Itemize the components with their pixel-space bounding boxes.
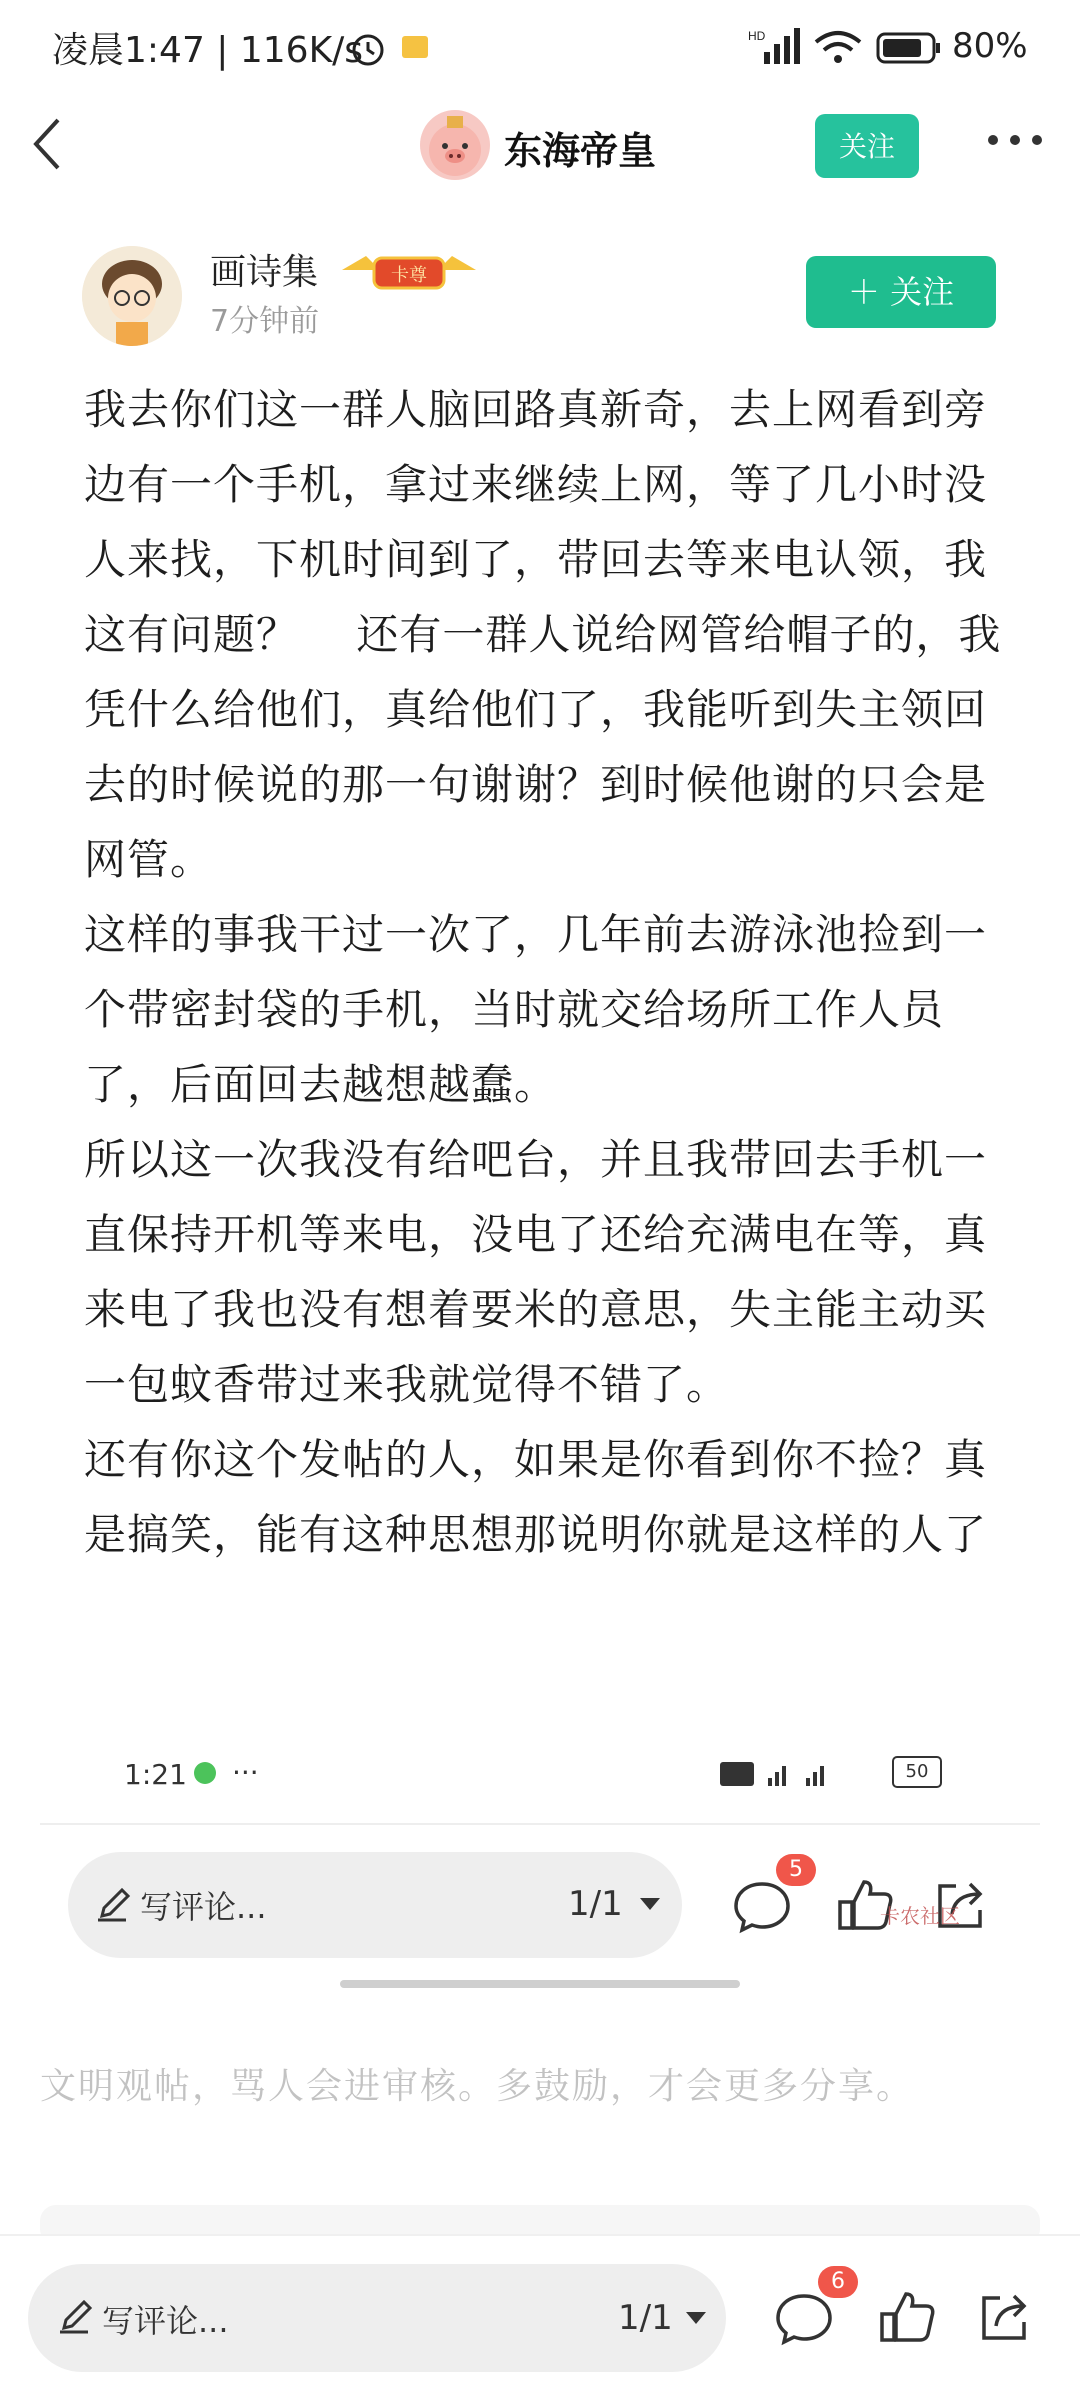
comment-guideline-hint: 文明观帖，骂人会进审核。多鼓励，才会更多分享。 (40, 2066, 915, 2107)
share-icon[interactable] (974, 2288, 1034, 2348)
author-name[interactable]: 画诗集 (210, 252, 319, 293)
comment-icon[interactable] (774, 2288, 834, 2348)
wifi-icon (812, 26, 864, 68)
embedded-screenshot-status (124, 1754, 964, 1794)
author-avatar[interactable] (82, 246, 182, 346)
inner-comment-input[interactable] (68, 1852, 682, 1958)
svg-text:HD: HD (748, 29, 766, 43)
post-paragraph: 我去你们这一群人脑回路真新奇，去上网看到旁边有一个手机，拿过来继续上网，等了几小时没人来找，下机时间到了，带回去等来电认领，我这有问题？ 还有一群人说给网管给帽子的，我凭什么给他们，真给他们了，我能听到失主领回去的时候说的那一句谢谢？到时候他谢的只会是网管。 (84, 385, 1002, 884)
battery-icon (876, 32, 942, 64)
page-indicator[interactable]: 1/1 (618, 2298, 673, 2338)
embedded-signal-icon (720, 1758, 830, 1790)
post-body (84, 372, 1004, 1572)
divider (40, 1823, 1040, 1825)
embedded-time: 1:21 (124, 1758, 187, 1791)
pencil-icon (96, 1886, 132, 1922)
inner-comment-placeholder: 写评论... (140, 1888, 267, 1926)
notification-icon (402, 36, 428, 58)
dropdown-triangle-icon[interactable] (638, 1896, 662, 1912)
pencil-icon (58, 2298, 94, 2334)
comment-count-badge: 6 (818, 2266, 858, 2298)
signal-icon (748, 26, 808, 68)
bottom-action-bar (0, 2234, 1080, 2402)
header-follow-button[interactable]: 关注 (815, 114, 919, 178)
alarm-icon (348, 28, 388, 68)
post-time: 7分钟前 (210, 304, 320, 339)
embedded-dots: ··· (232, 1756, 259, 1789)
battery-percent: 80% (952, 26, 1028, 66)
status-bar (0, 0, 1080, 96)
post-paragraph: 还有你这个发帖的人，如果是你看到你不捡？真是搞笑，能有这种思想那说明你就是这样的人了 (84, 1435, 988, 1559)
inner-comment-icon[interactable] (732, 1876, 792, 1936)
status-time: 凌晨1:47 | 116K/s (52, 30, 364, 71)
more-horizontal-icon[interactable] (985, 130, 1045, 150)
comment-placeholder: 写评论... (102, 2302, 229, 2340)
inner-comment-count-badge: 5 (776, 1854, 816, 1886)
dropdown-triangle-icon[interactable] (684, 2310, 708, 2326)
watermark-logo: 卡农社区 (880, 1904, 960, 1928)
like-icon[interactable] (878, 2288, 938, 2348)
comment-input[interactable] (28, 2264, 726, 2372)
embedded-battery: 50 (892, 1756, 942, 1788)
scroll-indicator (340, 1980, 740, 1988)
crown-badge-icon (340, 248, 478, 292)
wechat-icon (194, 1762, 216, 1784)
author-follow-button[interactable]: ＋ 关注 (806, 256, 996, 328)
top-nav (0, 96, 1080, 196)
header-avatar[interactable] (420, 110, 490, 180)
post-paragraph: 这样的事我干过一次了，几年前去游泳池捡到一个带密封袋的手机，当时就交给场所工作人员了，后面回去越想越蠢。 (84, 910, 988, 1109)
badge-label: 卡尊 (391, 265, 427, 286)
page-title: 东海帝皇 (504, 129, 657, 173)
inner-page-indicator[interactable]: 1/1 (568, 1884, 623, 1924)
chevron-left-icon[interactable] (22, 114, 72, 174)
post-paragraph: 所以这一次我没有给吧台，并且我带回去手机一直保持开机等来电，没电了还给充满电在等，真来电了我也没有想着要米的意思，失主能主动买一包蚊香带过来我就觉得不错了。 (84, 1135, 988, 1409)
